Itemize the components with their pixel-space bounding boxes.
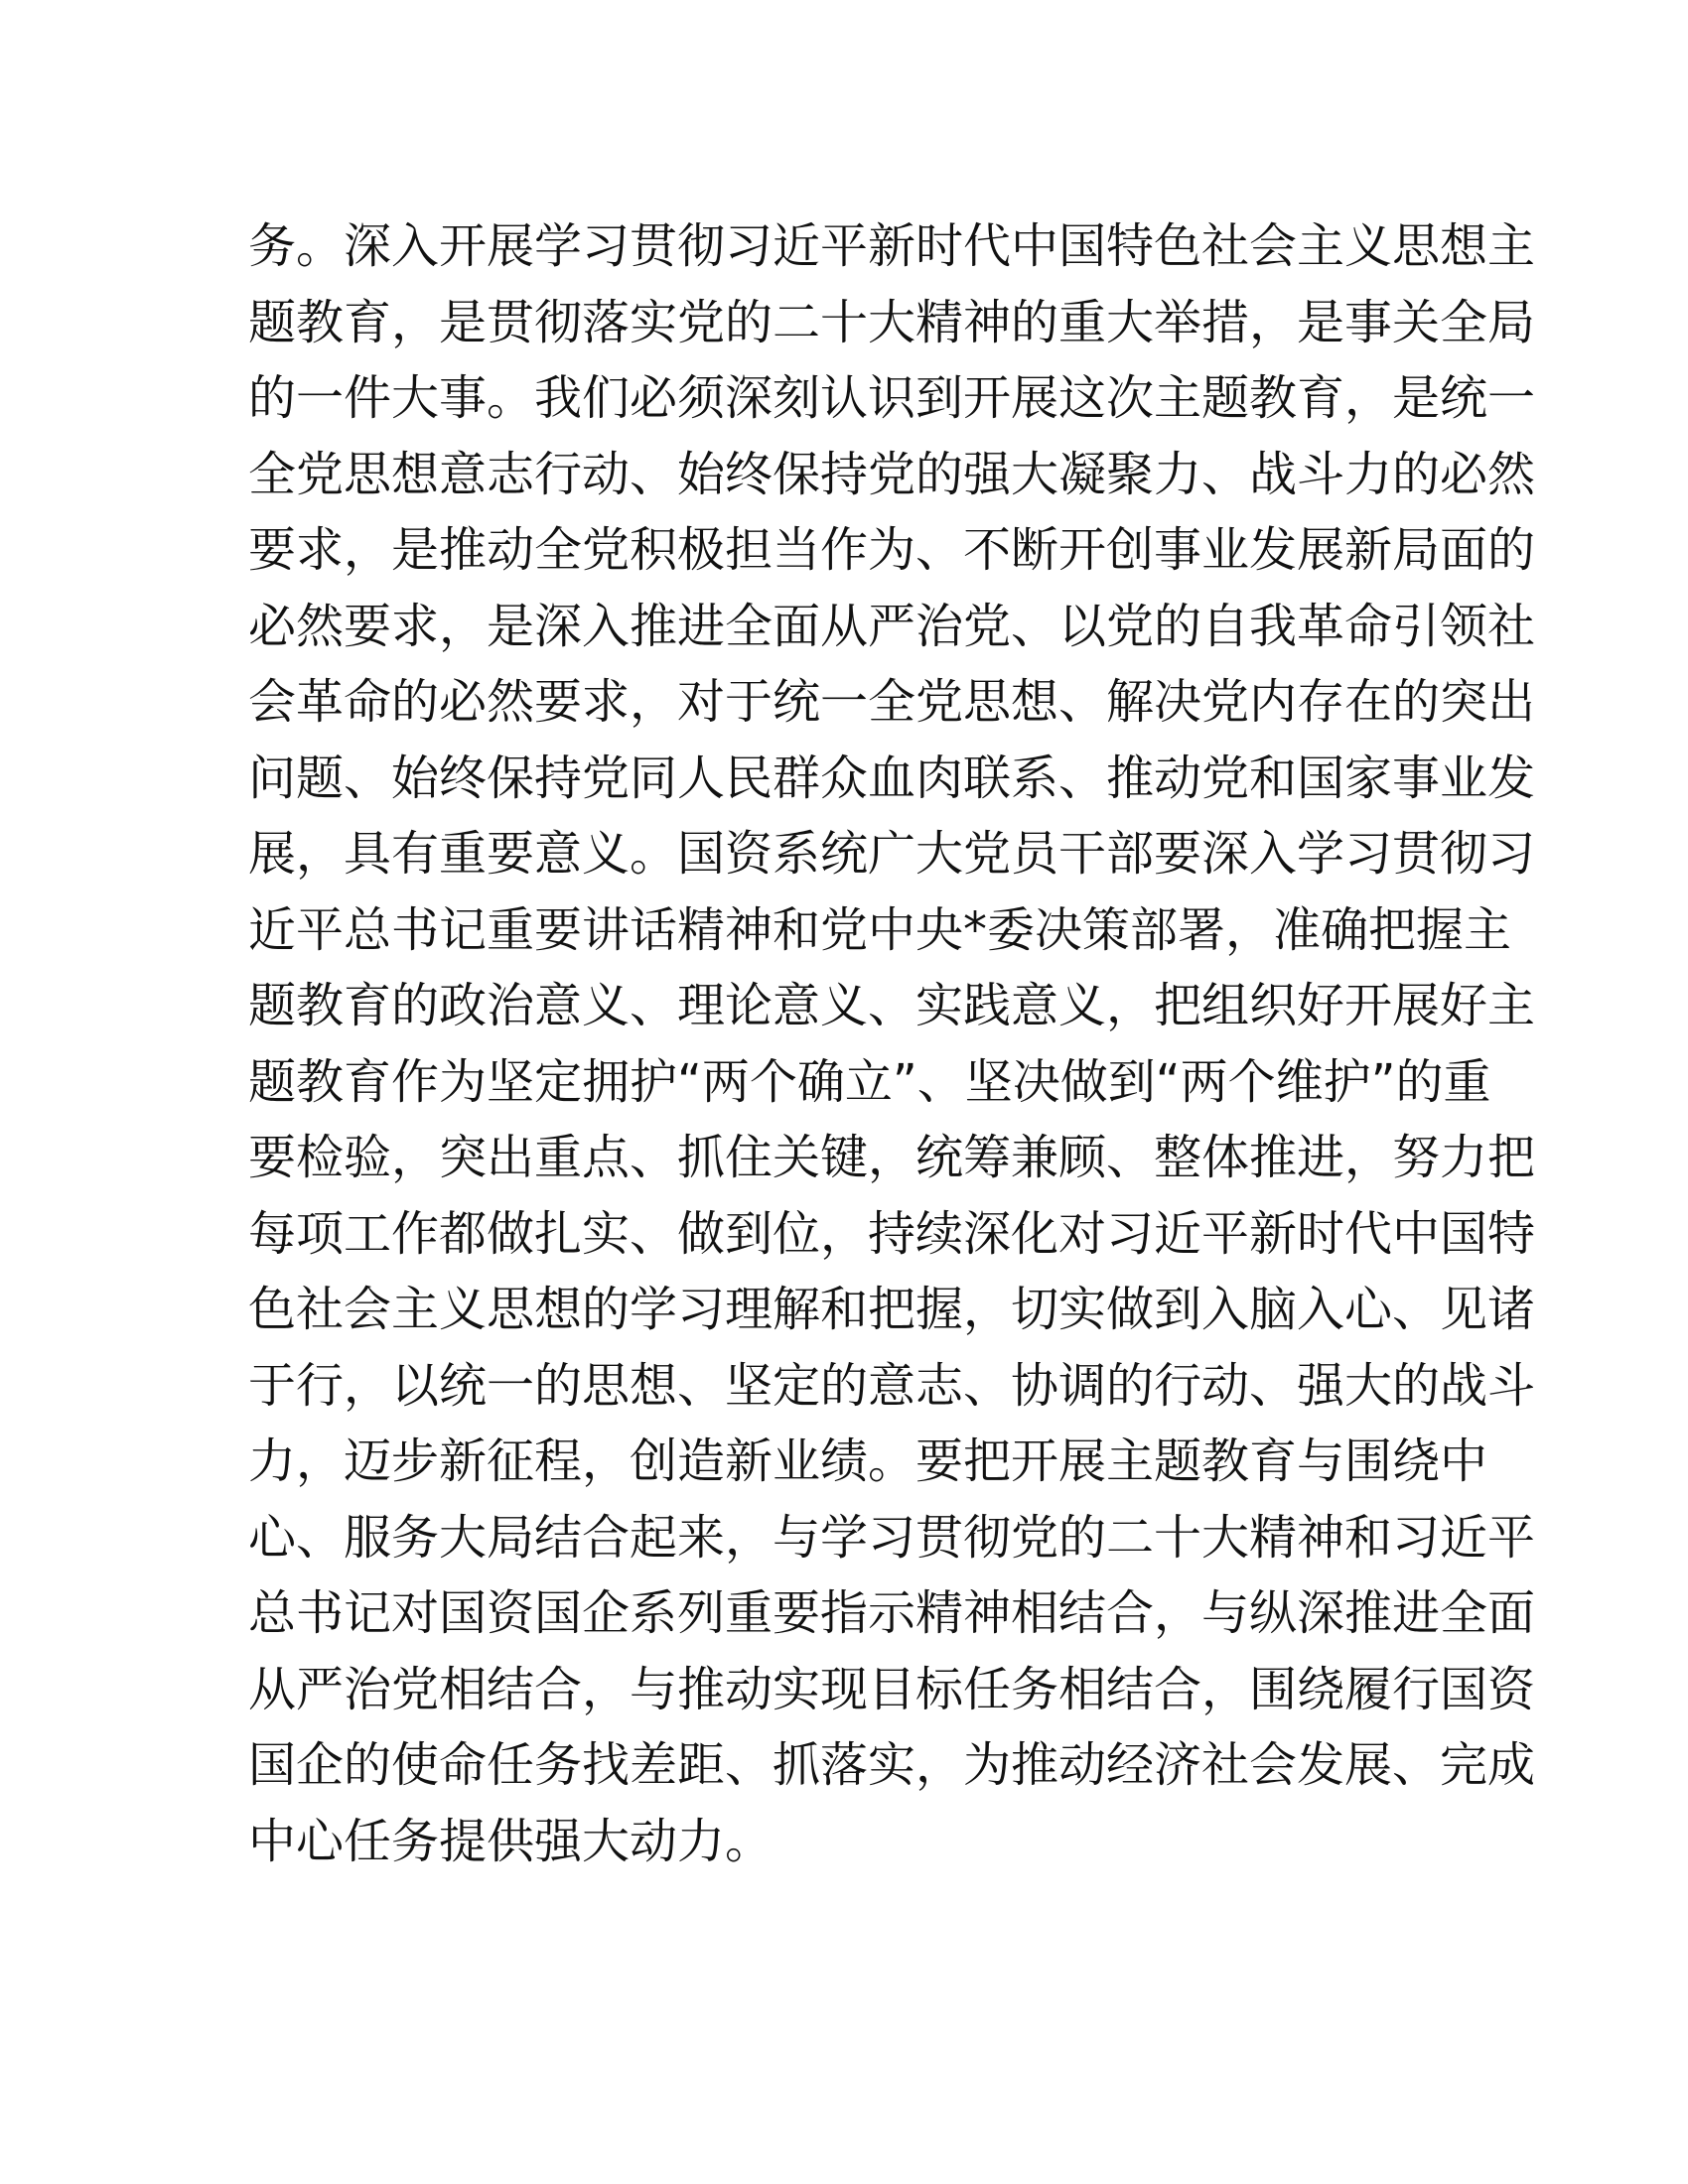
paragraph-line: 要检验，突出重点、抓住关键，统筹兼顾、整体推进，努力把 bbox=[248, 1130, 1536, 1185]
paragraph-line: 每项工作都做扎实、做到位，持续深化对习近平新时代中国特 bbox=[248, 1205, 1536, 1262]
paragraph-line-last: 中心任务提供强大动力。 bbox=[248, 1813, 774, 1869]
paragraph-line: 必然要求，是深入推进全面从严治党、以党的自我革命引领社 bbox=[248, 598, 1536, 654]
paragraph-line: 从严治党相结合，与推动实现目标任务相结合，围绕履行国资 bbox=[248, 1661, 1536, 1717]
paragraph-line: 全党思想意志行动、始终保持党的强大凝聚力、战斗力的必然 bbox=[248, 446, 1536, 502]
paragraph-line: 务。深入开展学习贯彻习近平新时代中国特色社会主义思想主 bbox=[248, 218, 1536, 274]
paragraph-line: 于行，以统一的思想、坚定的意志、协调的行动、强大的战斗 bbox=[248, 1357, 1536, 1414]
paragraph-line: 心、服务大局结合起来，与学习贯彻党的二十大精神和习近平 bbox=[248, 1509, 1536, 1566]
paragraph-line: 要求，是推动全党积极担当作为、不断开创事业发展新局面的 bbox=[248, 522, 1536, 578]
paragraph-line: 题教育作为坚定拥护“两个确立”、坚决做到“两个维护”的重 bbox=[248, 1053, 1491, 1110]
paragraph-line: 题教育，是贯彻落实党的二十大精神的重大举措，是事关全局 bbox=[248, 294, 1536, 350]
paragraph-line: 问题、始终保持党同人民群众血肉联系、推动党和国家事业发 bbox=[248, 750, 1536, 806]
paragraph-line: 力，迈步新征程，创造新业绩。要把开展主题教育与围绕中 bbox=[248, 1433, 1488, 1489]
paragraph-line: 近平总书记重要讲话精神和党中央*委决策部署，准确把握主 bbox=[248, 901, 1512, 958]
paragraph-line: 展，具有重要意义。国资系统广大党员干部要深入学习贯彻习 bbox=[248, 826, 1536, 882]
paragraph-line: 色社会主义思想的学习理解和把握，切实做到入脑入心、见诸 bbox=[248, 1282, 1536, 1337]
paragraph-line: 总书记对国资国企系列重要指示精神相结合，与纵深推进全面 bbox=[248, 1585, 1536, 1641]
paragraph-line: 会革命的必然要求，对于统一全党思想、解决党内存在的突出 bbox=[248, 674, 1536, 730]
paragraph-line: 的一件大事。我们必须深刻认识到开展这次主题教育，是统一 bbox=[248, 370, 1536, 426]
paragraph-line: 国企的使命任务找差距、抓落实，为推动经济社会发展、完成 bbox=[248, 1737, 1536, 1793]
paragraph-line: 题教育的政治意义、理论意义、实践意义，把组织好开展好主 bbox=[248, 978, 1536, 1033]
body-paragraph bbox=[248, 208, 1536, 1879]
